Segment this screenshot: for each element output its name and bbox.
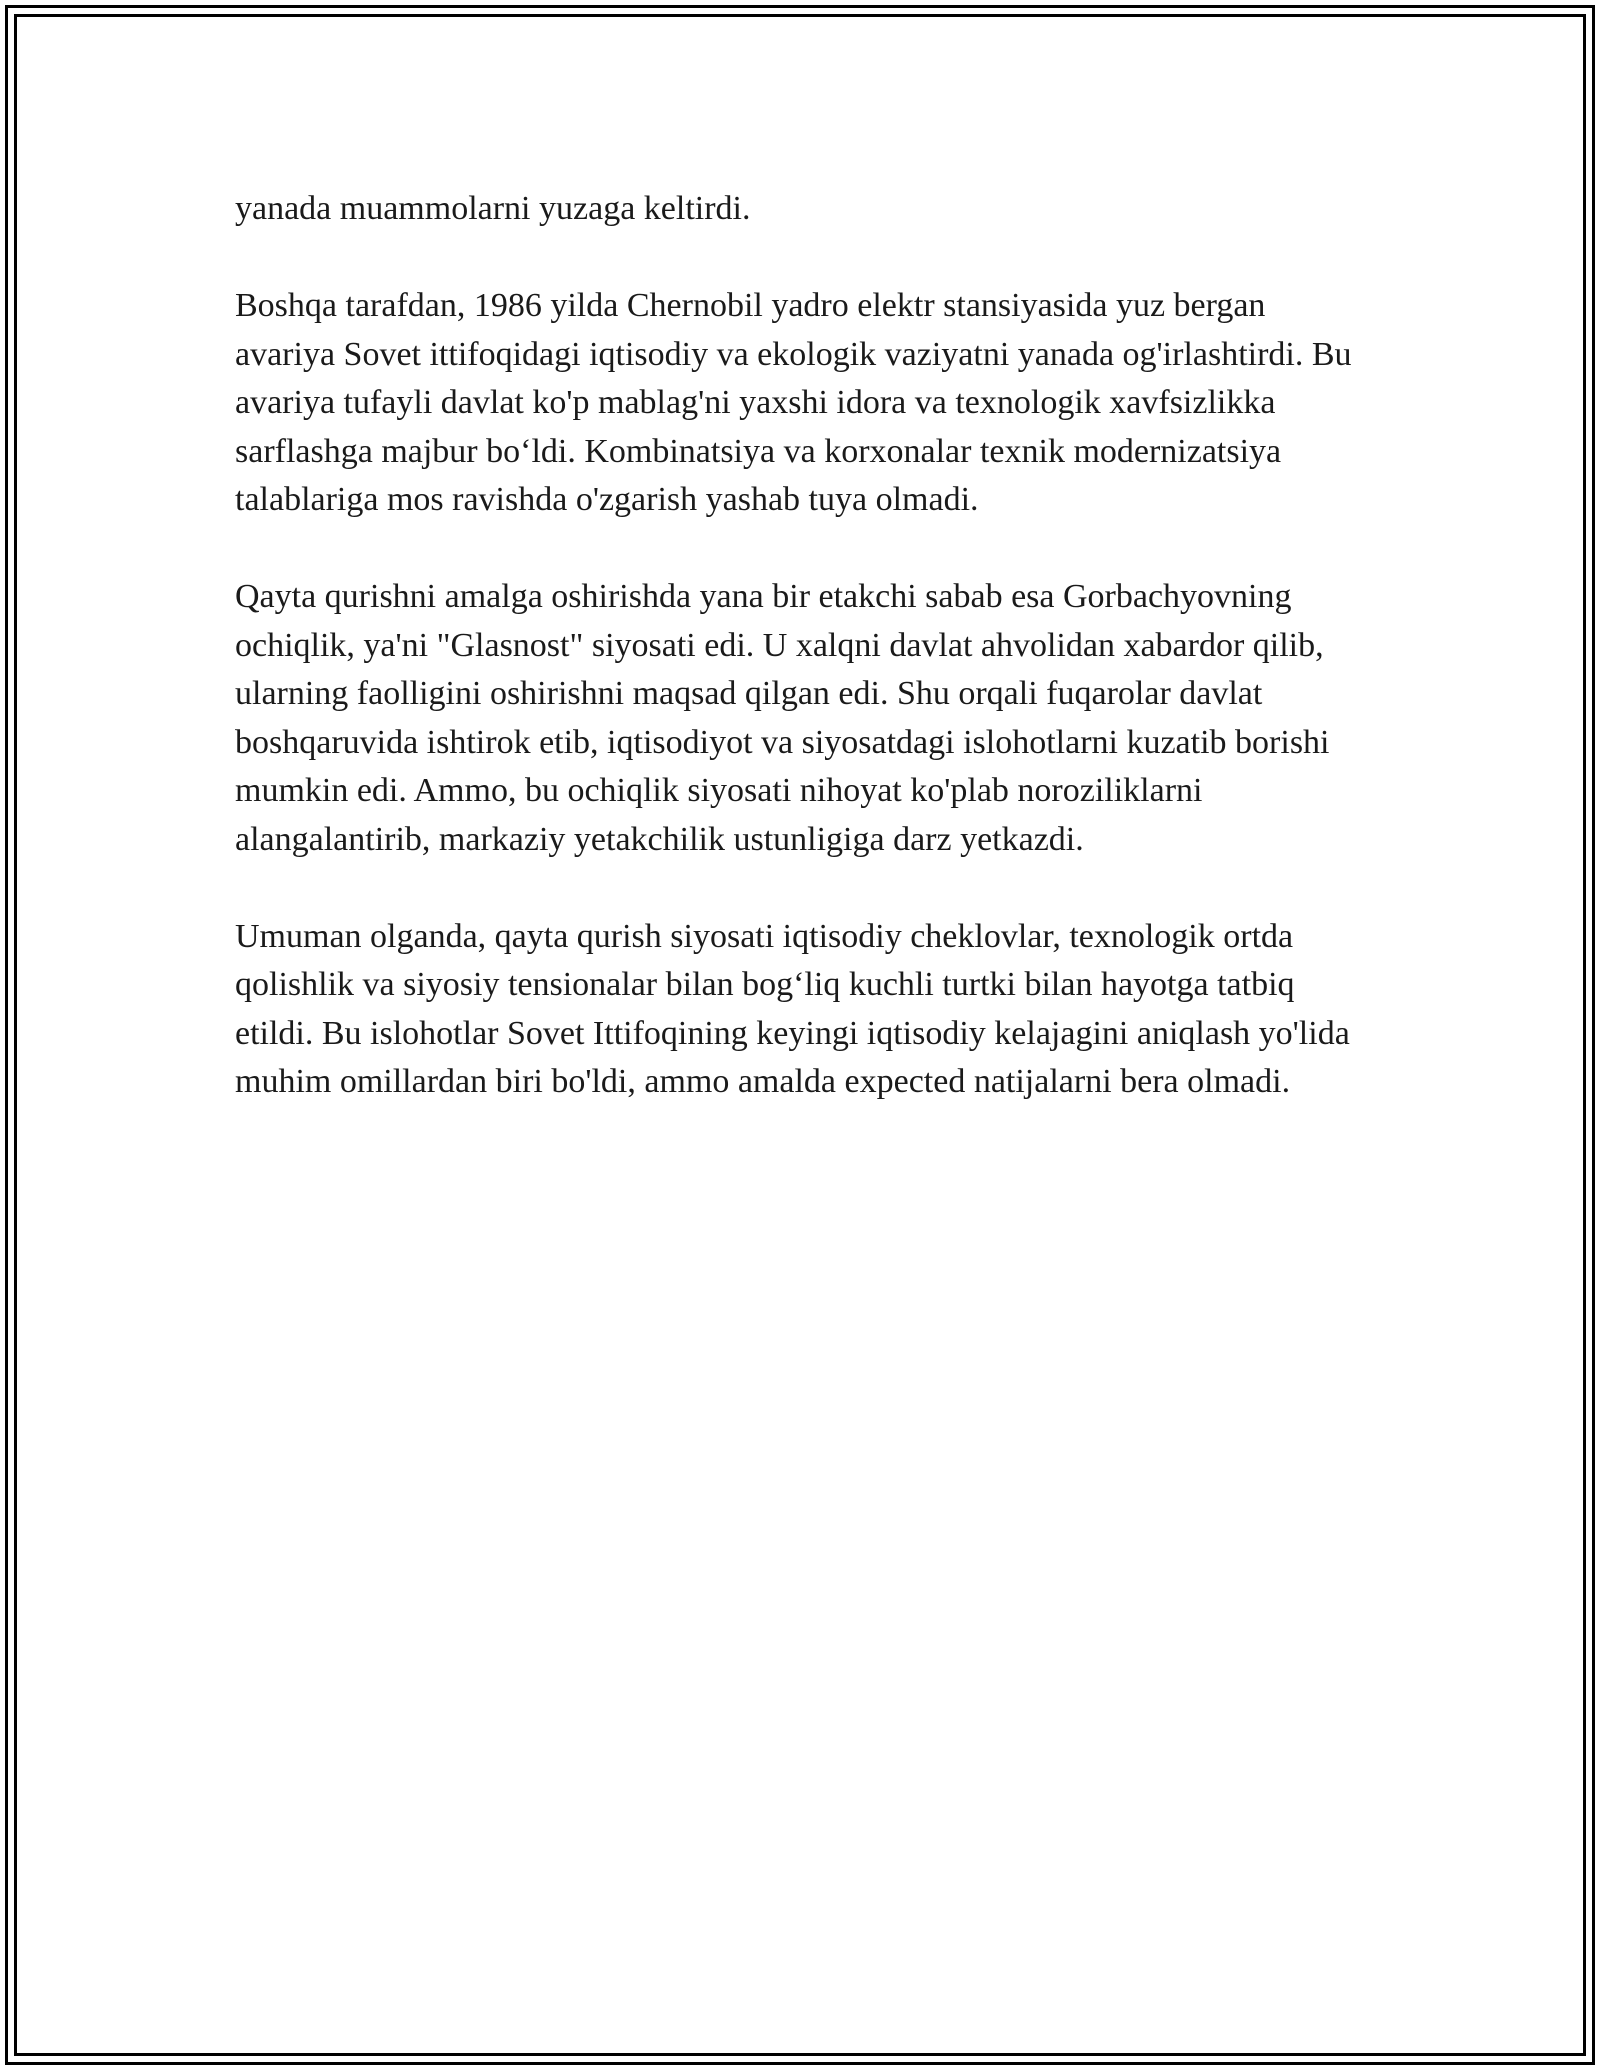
paragraph-continuation: yanada muammolarni yuzaga keltirdi. (235, 190, 751, 227)
paragraph-chernobyl: Boshqa tarafdan, 1986 yilda Chernobil yadro elektr stansiyasida yuz bergan avariya Sovet ittifoqidagi iqtisodiy va ekologik vaziyatni yanada og'irlashtirdi. Bu avariya tufayli davlat ko'p mablag'ni yaxshi idora va texnologik xavfsizlikka sarflashga majbur bo‘ldi. Kombinatsiya va korxonalar texnik modernizatsiya talablariga mos ravishda o'zgarish yashab tuya olmadi. (235, 287, 1352, 518)
paragraph-conclusion: Umuman olganda, qayta qurish siyosati iqtisodiy cheklovlar, texnologik ortda qolishlik va siyosiy tensionalar bilan bog‘liq kuchli turtki bilan hayotga tatbiq etildi. Bu islohotlar Sovet Ittifoqining keyingi iqtisodiy kelajagini aniqlash yo'lida muhim omillardan biri bo'ldi, ammo amalda expected natijalarni bera olmadi. (235, 917, 1350, 1100)
paragraph-glasnost: Qayta qurishni amalga oshirishda yana bir etakchi sabab esa Gorbachyovning ochiqlik, ya'ni "Glasnost" siyosati edi. U xalqni davlat ahvolidan xabardor qilib, ularning faolligini oshirishni maqsad qilgan edi. Shu orqali fuqarolar davlat boshqaruvida ishtirok etib, iqtisodiyot va siyosatdagi islohotlarni kuzatib borishi mumkin edi. Ammo, bu ochiqlik siyosati nihoyat ko'plab noroziliklarni alangalantirib, markaziy yetakchilik ustunligiga darz yetkazdi. (235, 578, 1330, 858)
document-body (235, 185, 1365, 1155)
